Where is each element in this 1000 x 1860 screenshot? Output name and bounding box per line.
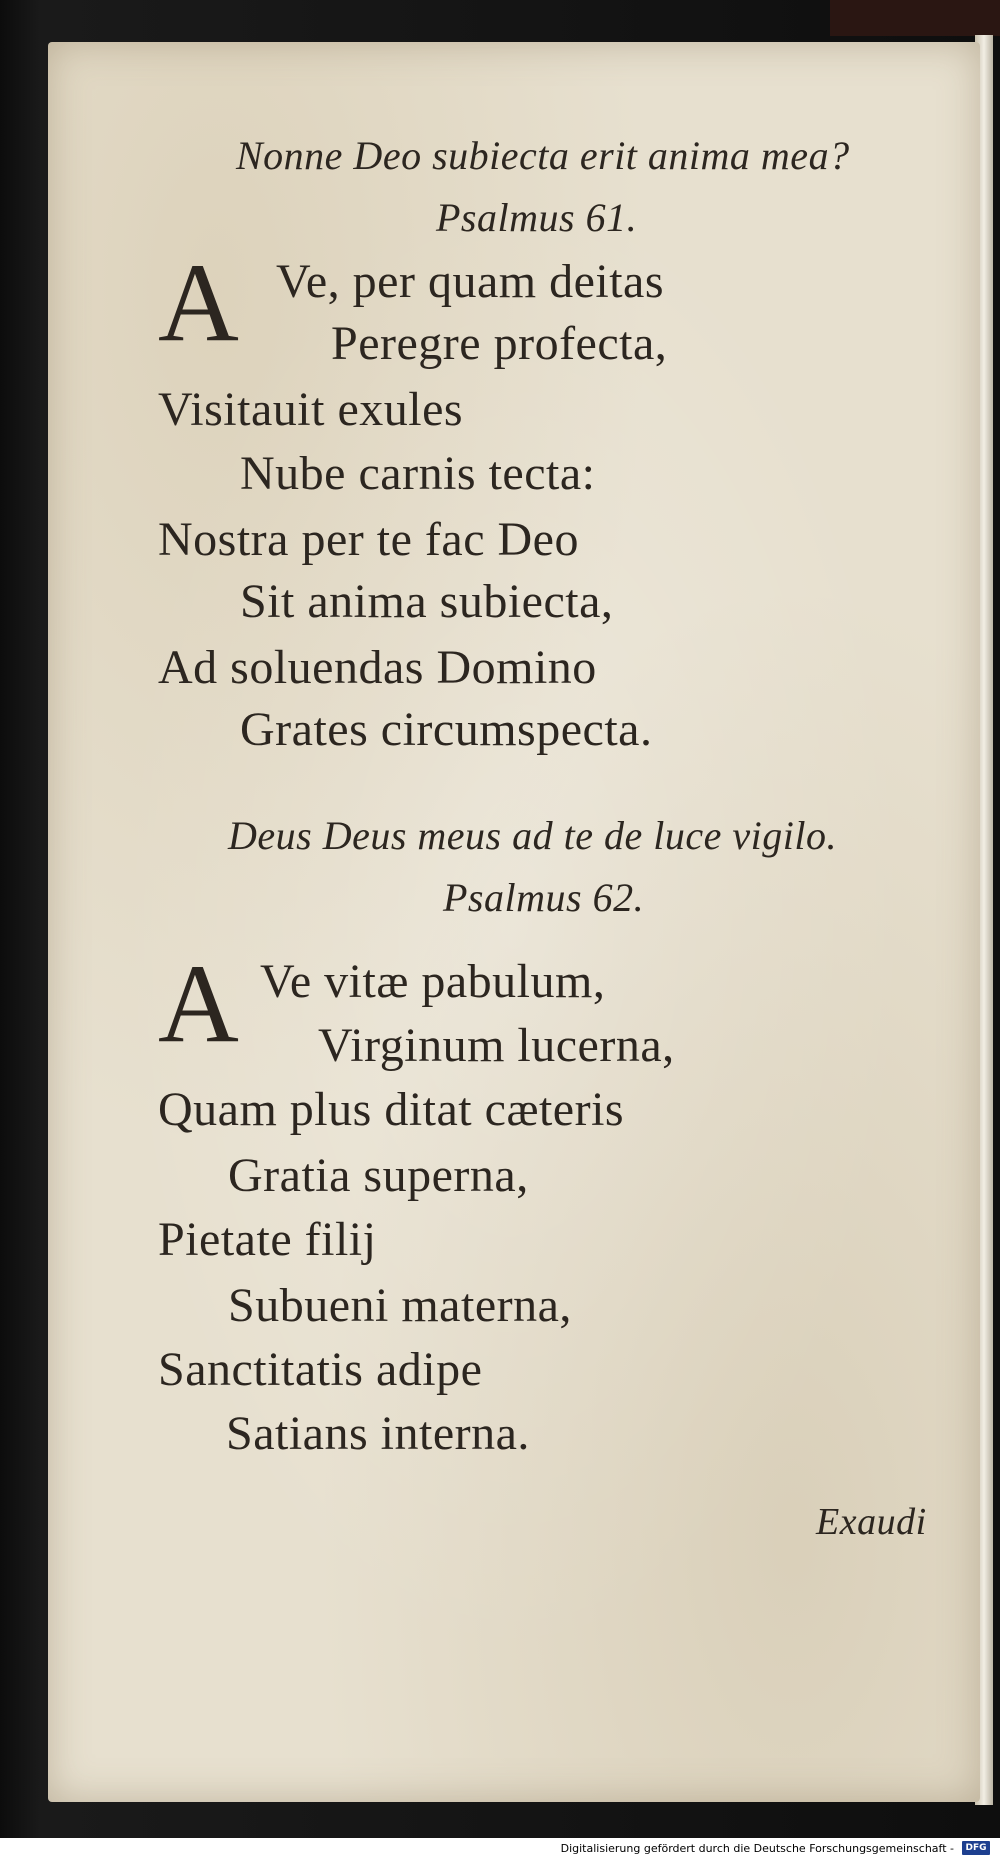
psalm61-dropcap: A [158,241,239,365]
psalm62-line-1: Ve vitæ pabulum, [260,955,606,1008]
psalm62-line-8: Satians interna. [226,1407,530,1460]
book-page [48,42,980,1802]
psalm62-line-2: Virginum lucerna, [318,1019,675,1072]
dfg-logo-icon: DFG [962,1841,990,1855]
psalm62-line-4: Gratia superna, [228,1149,529,1202]
psalm61-line-4: Nube carnis tecta: [240,447,596,500]
psalm61-label: Psalmus 61. [436,195,638,240]
psalm62-line-7: Sanctitatis adipe [158,1343,483,1396]
psalm62-line-5: Pietate filij [158,1213,377,1266]
psalm61-line-1: Ve, per quam deitas [276,255,665,308]
psalm62-line-3: Quam plus ditat cæteris [158,1083,625,1136]
psalm61-line-7: Ad soluendas Domino [158,641,597,694]
funding-credit: Digitalisierung gefördert durch die Deutsche Forschungsgemeinschaft - [560,1842,954,1855]
psalm62-incipit: Deus Deus meus ad te de luce vigilo. [228,813,837,858]
psalm61-line-5: Nostra per te fac Deo [158,513,579,566]
psalm61-line-6: Sit anima subiecta, [240,575,614,628]
binding-edge [830,0,1000,36]
psalm62-dropcap: A [158,942,239,1066]
psalm61-line-3: Visitauit exules [158,383,464,436]
catchword: Exaudi [816,1501,927,1543]
psalm61-line-8: Grates circumspecta. [240,703,653,756]
psalm61-incipit: Nonne Deo subiecta erit anima mea? [236,133,850,178]
psalm62-line-6: Subueni materna, [228,1279,572,1332]
psalm62-label: Psalmus 62. [443,875,645,920]
psalm61-line-2: Peregre profecta, [331,317,668,370]
